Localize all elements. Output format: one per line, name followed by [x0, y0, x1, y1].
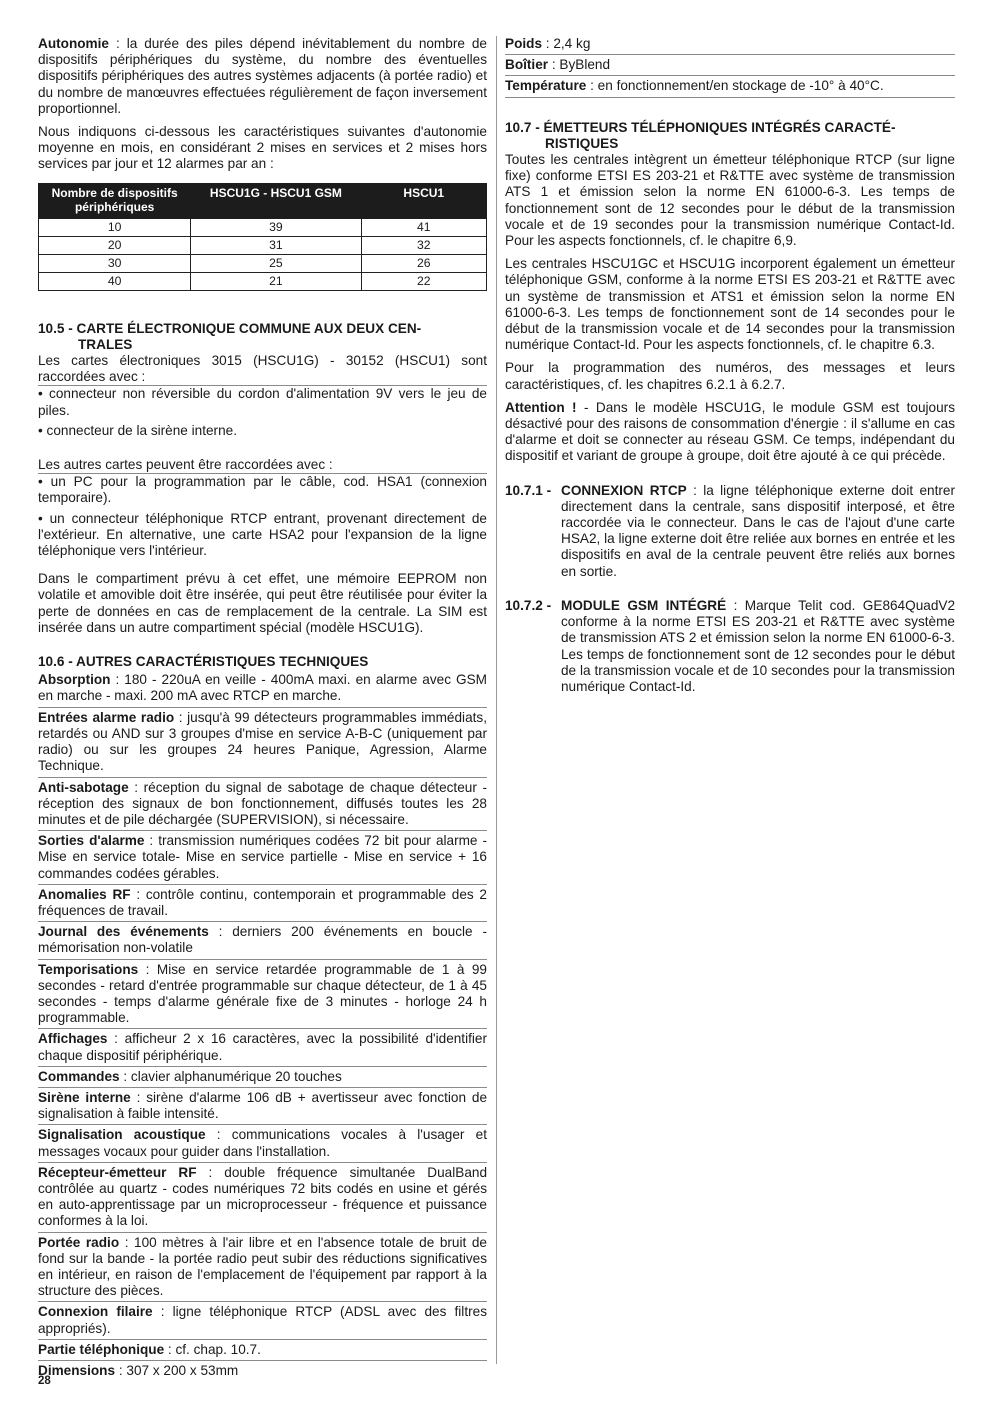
spec-label: Partie téléphonique: [38, 1341, 165, 1357]
section-10-7-rtcp-paragraph: Toutes les centrales intègrent un émetteur téléphonique RTCP (sur ligne fixe) conforme ETSI ES 203-21 et R&TTE avec système de transmission ATS 1 et émission selon la norme EN 61000-6-3. Les temps de fonctionnement sont de 12 secondes pour le début de la transmission vocale et de 19 secondes pour la transmission numérique Contact-Id. Pour les aspects fonctionnels, cf. le chapitre 6,9.: [505, 152, 955, 249]
table-header-row: [39, 183, 487, 218]
spec-label: Journal des événements: [38, 924, 209, 940]
section-number: 10.7 -: [505, 119, 540, 135]
subsection-10-7-1: [505, 483, 955, 580]
spec-value: : transmission numériques codées 72 bit pour alarme - Mise en service totale- Mise en service partielle - Mise en service + 16 commandes codées gérables.: [38, 833, 488, 881]
table-cell: 39: [191, 218, 361, 236]
table-cell: 31: [191, 236, 361, 254]
page-number: 28: [38, 1375, 51, 1387]
autonomie-label: Autonomie: [38, 36, 109, 51]
spec-label: Boîtier: [505, 57, 549, 73]
table-row: [39, 272, 487, 290]
bullet-item: • connecteur non réversible du cordon d'alimentation 9V vers le jeu de piles.: [38, 386, 487, 418]
spec-value: : réception du signal de sabotage de chaque détecteur - réception des signaux de bon fonctionnement, diffusés toutes les 28 minutes et de pile déchargée (SUPERVISION), si nécessaire.: [38, 779, 487, 827]
spec-item: [38, 1302, 487, 1339]
bullet-item: • connecteur de la sirène interne.: [38, 422, 237, 438]
column-divider: [496, 36, 497, 1364]
spec-label: Poids: [505, 36, 543, 51]
table-cell: 25: [191, 254, 361, 272]
spec-item: [38, 1163, 487, 1233]
subsection-label: MODULE GSM INTÉGRÉ: [561, 597, 727, 613]
spec-value: : 180 - 220uA en veille - 400mA maxi. en alarme avec GSM en marche - maxi. 200 mA avec RTCP en marche.: [38, 672, 487, 704]
spec-value: : 2,4 kg: [542, 36, 591, 51]
table-cell: 41: [361, 218, 486, 236]
subsection-body: [561, 483, 955, 580]
spec-item: [38, 1088, 487, 1125]
spec-label: Absorption: [38, 672, 111, 688]
table-cell: 22: [361, 272, 486, 290]
spec-item: [38, 831, 487, 885]
right-column: [505, 36, 955, 695]
section-10-5-other-cards: Les autres cartes peuvent être raccordées avec :: [38, 457, 487, 474]
table-cell: 40: [39, 272, 191, 290]
spec-label: Affichages: [38, 1031, 108, 1047]
spec-value: : Mise en service retardée programmable de 1 à 99 secondes - retard d'entrée programmable sur chaque détecteur, de 1 à 45 secondes - temps d'alarme générale fixe de 3 minutes - horloge 24 h programmable.: [38, 961, 487, 1026]
section-10-7-heading: [505, 120, 955, 152]
spec-label: Sirène interne: [38, 1089, 131, 1105]
subsection-10-7-2: [505, 598, 955, 695]
spec-value: : ByBlend: [548, 57, 611, 73]
spec-label: Anti-sabotage: [38, 779, 129, 795]
table-cell: 30: [39, 254, 191, 272]
table-header-devices: Nombre de dispositifs périphériques: [39, 183, 191, 218]
subsection-text: : la ligne téléphonique externe doit entrer directement dans la centrale, sans dispositif interposé, et être raccordée via le connecteur. Dans le cas de l'ajout d'une carte HSA2, la ligne externe doit être reliée aux bornes en entrée et les dispositifs en aval de la centrale peuvent être reliés aux bornes en sortie.: [561, 482, 955, 579]
spec-label: Température: [505, 78, 587, 94]
spec-item: [505, 55, 955, 76]
spec-label: Anomalies RF: [38, 886, 131, 902]
attention-text: - Dans le modèle HSCU1G, le module GSM est toujours désactivé pour des raisons de consommation d'énergie : il s'allume en cas d'alarme et doit se connecter au réseau GSM. Ce temps, indépendant du dispositif et variant de groupe à groupe, doit être ajouté à ce qui précède.: [505, 399, 956, 464]
spec-item: [38, 778, 487, 832]
autonomie-intro: Nous indiquons ci-dessous les caractéristiques suivantes d'autonomie moyenne en mois, en considérant 2 mises en services et 2 mises hors services par jour et 12 alarmes par an :: [38, 124, 487, 172]
left-column: [38, 36, 487, 1381]
spec-item: [38, 708, 487, 778]
section-10-5-eeprom-paragraph: Dans le compartiment prévu à cet effet, une mémoire EEPROM non volatile et amovible doit être insérée, qui peut être réutilisée pour éviter la perte de données en cas de remplacement de la centrale. La SIM est insérée dans un autre compartiment spécial (modèle HSCU1G).: [38, 571, 487, 635]
subsection-number: 10.7.2 -: [505, 597, 552, 613]
subsection-text: : Marque Telit cod. GE864QuadV2 conforme à la norme ETSI ES 203-21 et R&TTE avec système de transmission ATS 2 et émission selon la norme EN 61000-6-3. Les temps de fonctionnement sont de 12 secondes pour le début de la transmission vocale et de 10 secondes pour la transmission numérique Contact-Id.: [561, 597, 956, 694]
table-row: [39, 236, 487, 254]
spec-label: Connexion filaire: [38, 1304, 153, 1320]
spec-item: [38, 670, 487, 707]
spec-value: : double fréquence simultanée DualBand contrôlée au quartz - codes numériques 72 bits codés en usine et gérés en auto-apprentissage par un microprocesseur - fréquence et puissance conformes à la loi.: [38, 1164, 488, 1229]
attention-label: Attention !: [505, 399, 577, 415]
section-title: CARTE ÉLECTRONIQUE COMMUNE AUX DEUX CEN-: [76, 320, 422, 336]
spec-item: [38, 960, 487, 1030]
spec-item: [38, 1067, 487, 1088]
spec-label: Commandes: [38, 1068, 120, 1084]
table-row: [39, 218, 487, 236]
section-10-7-gsm-paragraph: Les centrales HSCU1GC et HSCU1G incorporent également un émetteur téléphonique GSM, conforme à la norme ETSI ES 203-21 et R&TTE avec un système de transmission et ATS1 et émission selon la norme EN 61000-6-3. Les temps de fonctionnement sont de 14 secondes pour le début de la transmission vocale et de 14 secondes pour la transmission numérique Contact-Id. Pour les aspects fonctionnels, cf. le chapitre 6.3.: [505, 256, 955, 353]
spec-label: Signalisation acoustique: [38, 1127, 206, 1143]
autonomie-paragraph: [38, 36, 487, 117]
spec-label: Récepteur-émetteur RF: [38, 1164, 197, 1180]
bullet-item: • un connecteur téléphonique RTCP entrant, provenant directement de l'extérieur. En alternative, une carte HSA2 pour l'expansion de la ligne téléphonique vers l'intérieur.: [38, 510, 487, 559]
table-header-hscu1g: HSCU1G - HSCU1 GSM: [191, 183, 361, 218]
spec-value: : ligne téléphonique RTCP (ADSL avec des filtres appropriés).: [38, 1304, 487, 1336]
section-10-7-programming-paragraph: Pour la programmation des numéros, des messages et leurs caractéristiques, cf. les chapitres 6.2.1 à 6.2.7.: [505, 360, 955, 392]
table-cell: 26: [361, 254, 486, 272]
section-10-5-intro: Les cartes électroniques 3015 (HSCU1G) - 30152 (HSCU1) sont raccordées avec :: [38, 353, 487, 386]
spec-value: : en fonctionnement/en stockage de -10° à 40°C.: [586, 78, 884, 94]
spec-item: [38, 1361, 487, 1381]
autonomie-text: : la durée des piles dépend inévitablement du nombre de dispositifs périphériques du système, du nombre des éventuelles dispositifs périphériques des autres systèmes adjacents (à portée radio) et du nombre de manœuvres effectuées régulièrement de façon inversement proportionnel.: [38, 36, 487, 116]
spec-label: Entrées alarme radio: [38, 709, 175, 725]
spec-value: : communications vocales à l'usager et messages vocaux pour guider dans l'installation.: [38, 1127, 487, 1159]
section-10-6-heading: 10.6 - AUTRES CARACTÉRISTIQUES TECHNIQUES: [38, 654, 369, 670]
spec-value: : afficheur 2 x 16 caractères, avec la possibilité d'identifier chaque dispositif périphérique.: [38, 1031, 487, 1063]
spec-value: : cf. chap. 10.7.: [164, 1341, 261, 1357]
spec-item: [38, 885, 487, 922]
spec-item: [38, 1340, 487, 1361]
section-title-continued: TRALES: [78, 336, 133, 352]
subsection-label: CONNEXION RTCP: [561, 482, 687, 498]
spec-label: Sorties d'alarme: [38, 833, 145, 849]
section-title-continued: RISTIQUES: [545, 135, 619, 151]
attention-note: [505, 400, 955, 465]
spec-label: Dimensions: [38, 1363, 116, 1378]
spec-item: [38, 922, 487, 959]
spec-item: [505, 76, 955, 97]
section-title: ÉMETTEURS TÉLÉPHONIQUES INTÉGRÉS CARACTÉ-: [543, 119, 896, 135]
subsection-body: [561, 598, 955, 695]
table-cell: 21: [191, 272, 361, 290]
spec-value: : clavier alphanumérique 20 touches: [119, 1068, 342, 1084]
spec-item: [38, 1125, 487, 1162]
table-header-hscu1: HSCU1: [361, 183, 486, 218]
spec-label: Portée radio: [38, 1234, 120, 1250]
spec-value: : contrôle continu, contemporain et programmable des 2 fréquences de travail.: [38, 886, 487, 918]
spec-value: : sirène d'alarme 106 dB + avertisseur avec fonction de signalisation à faible intensité.: [38, 1089, 488, 1122]
spec-item: [38, 1233, 487, 1303]
spec-value: : jusqu'à 99 détecteurs programmables immédiats, retardés ou AND sur 3 groupes d'mise en service A-B-C (uniquement par radio) ou sur les groupes 24 heures Panique, Agression, Alarme Technique.: [38, 709, 487, 774]
spec-value: : 100 mètres à l'air libre et en l'absence totale de bruit de fond sur la bande - la portée radio peut subir des réductions significatives en intérieur, en raison de l'emplacement de l'équipement par rapport à la structure des pièces.: [38, 1234, 487, 1299]
bullet-item: • un PC pour la programmation par le câble, cod. HSA1 (connexion temporaire).: [38, 474, 487, 506]
autonomy-table: [38, 183, 487, 291]
spec-value: : 307 x 200 x 53mm: [115, 1363, 239, 1378]
table-cell: 10: [39, 218, 191, 236]
table-cell: 32: [361, 236, 486, 254]
spec-label: Temporisations: [38, 961, 139, 977]
section-number: 10.5 -: [38, 320, 73, 336]
subsection-number: 10.7.1 -: [505, 482, 552, 498]
table-row: [39, 254, 487, 272]
spec-item: [38, 1029, 487, 1066]
spec-item: [505, 36, 955, 55]
table-cell: 20: [39, 236, 191, 254]
spec-value: : derniers 200 événements en boucle - mémorisation non-volatile: [38, 924, 487, 956]
section-10-5-heading: [38, 321, 487, 353]
